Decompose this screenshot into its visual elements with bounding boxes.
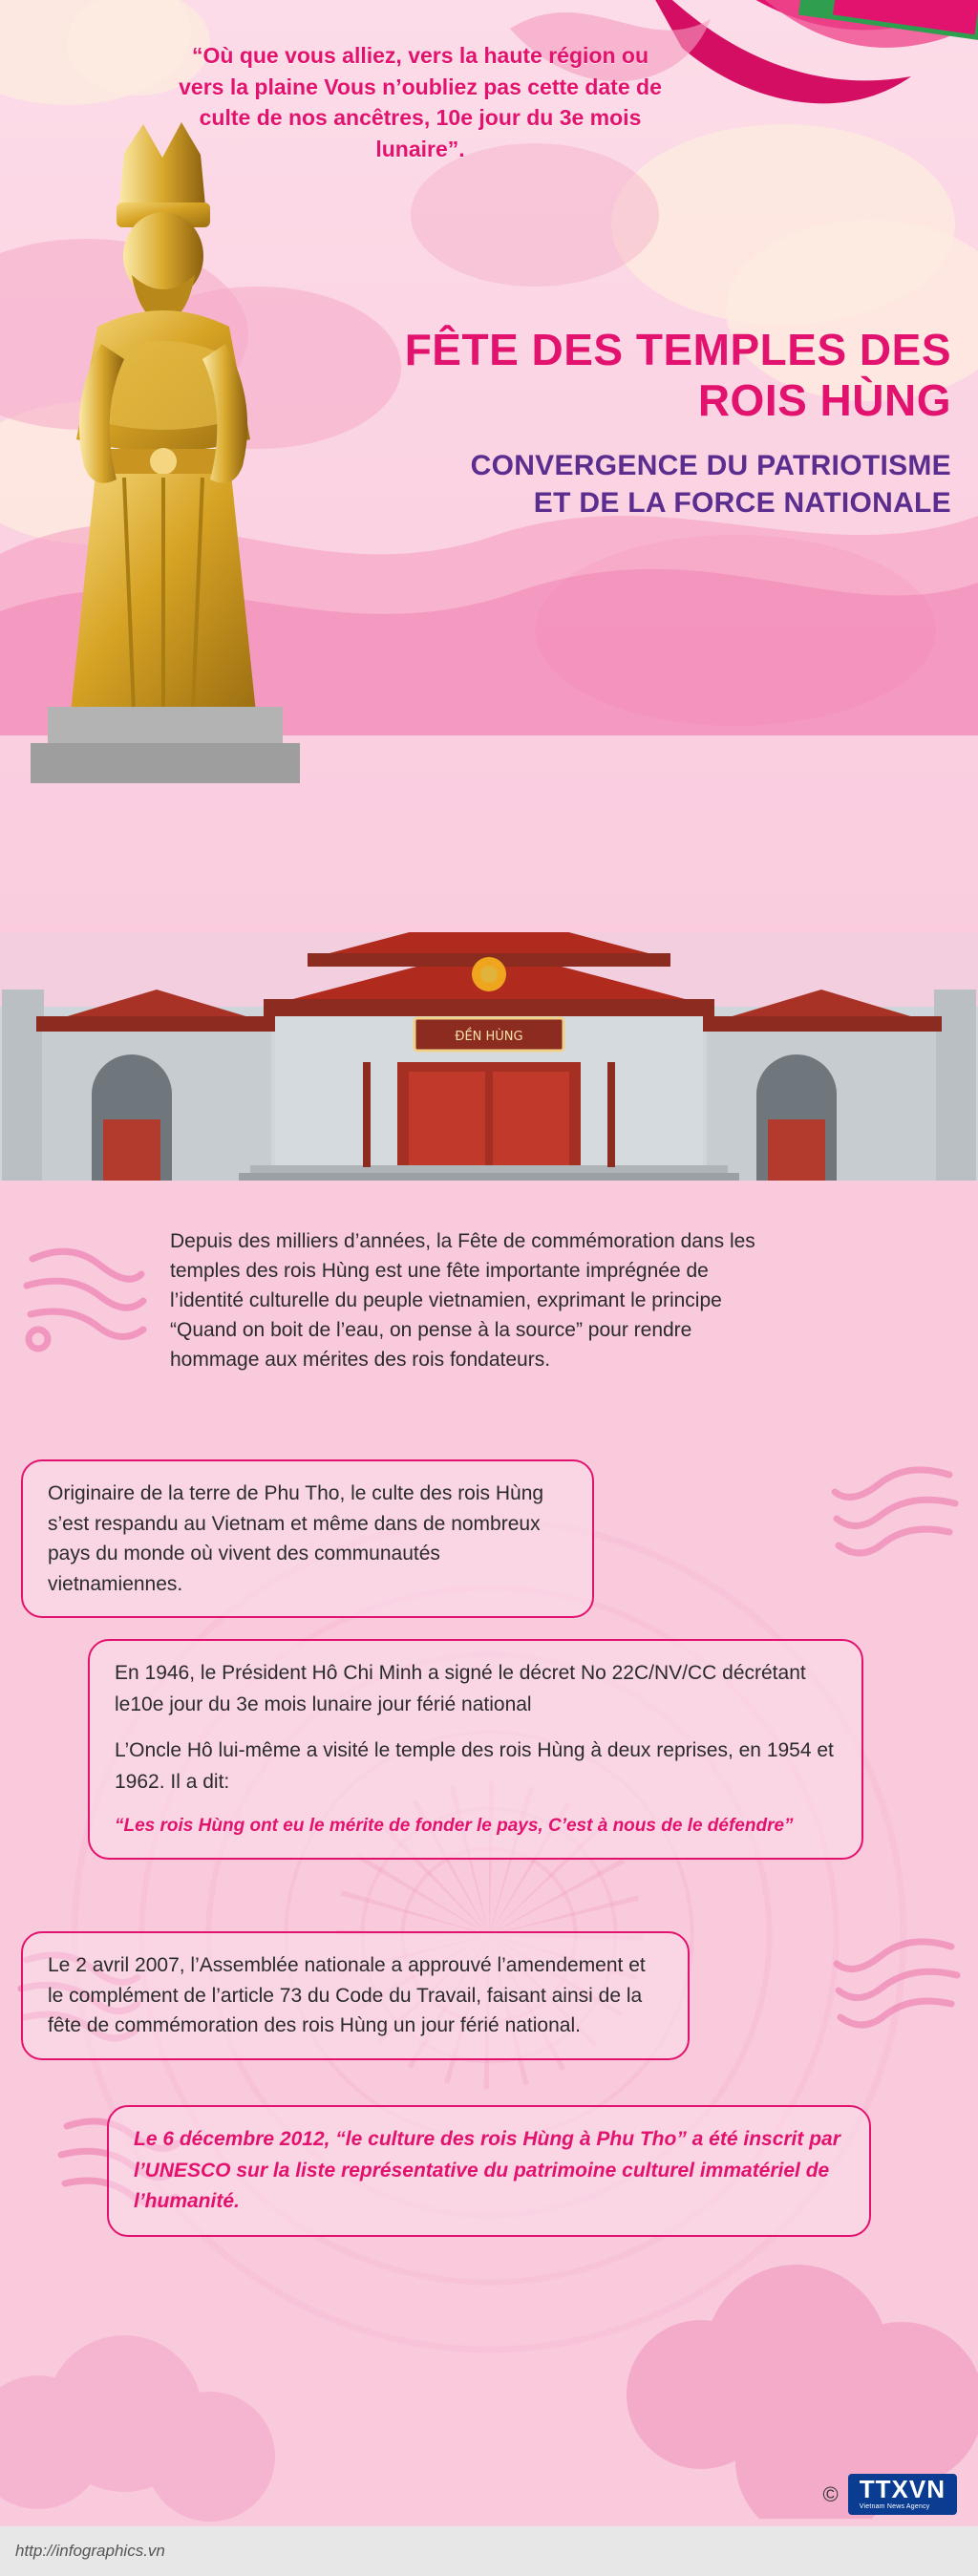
box2-paragraph-1: En 1946, le Président Hô Chi Minh a signé le décret No 22C/NV/CC décrétant le10e jour du 3e mois lunaire jour férié national [115,1662,806,1715]
body-section [0,1181,978,2576]
scroll-ornament-icon [825,1459,959,1565]
agency-subtitle: Vietnam News Agency [859,2503,930,2510]
text-box-2007-law: Le 2 avril 2007, l’Assemblée nationale a approuvé l’amendement et le complément de l’article 73 du Code du Travail, faisant ainsi de la fête de commémoration des rois Hùng un jour férié national. [21,1931,690,2060]
footer-bar [0,2526,978,2576]
hero-section [0,0,978,1181]
hero-quote: “Où que vous alliez, vers la haute région ou vers la plaine Vous n’oubliez pas cette date de culte de nos ancêtres, 10e jour du 3e mois lunaire”. [179,43,662,161]
credit-block [823,2474,957,2515]
hero-titles [302,325,951,522]
scroll-ornament-icon [827,1931,961,2036]
page-title: FÊTE DES TEMPLES DES ROIS HÙNG [404,325,951,425]
intro-paragraph: Depuis des milliers d’années, la Fête de commémoration dans les temples des rois Hùng est une fête importante imprégnée de l’identité culturelle du peuple vietnamien, exprimant le principe “Quand on boit de l’eau, on pense à la source” pour rendre hommage aux mérites des rois fondateurs. [170,1230,755,1372]
pink-cloud-decoration [0,2299,277,2538]
footer-url[interactable]: http://infographics.vn [15,2542,165,2560]
agency-logo [848,2474,957,2515]
temple-photo [0,932,978,1181]
scroll-ornament-icon [23,1240,147,1354]
agency-name: TTXVN [859,2475,946,2503]
svg-text:ĐỀN HÙNG: ĐỀN HÙNG [455,1030,523,1044]
text-box-2012-unesco: Le 6 décembre 2012, “le culture des rois Hùng à Phu Tho” a été inscrit par l’UNESCO sur la liste représentative du patrimoine culturel immatériel de l’humanité. [107,2105,871,2237]
page-subtitle [302,447,951,522]
box2-paragraph-2: L’Oncle Hô lui-même a visité le temple des rois Hùng à deux reprises, en 1954 et 1962. Il a dit: [115,1739,834,1793]
page-subtitle-line2: ET DE LA FORCE NATIONALE [533,486,951,519]
text-box-1946-decree [88,1639,863,1860]
page-subtitle-line1: CONVERGENCE DU PATRIOTISME [470,449,951,481]
text-box-origin: Originaire de la terre de Phu Tho, le culte des rois Hùng s’est respandu au Vietnam et même dans de nombreux pays du monde où vivent des communautés vietnamiennes. [21,1459,594,1618]
copyright-symbol: © [822,2481,839,2506]
hung-king-statue [10,115,315,783]
box2-quote: “Les rois Hùng ont eu le mérite de fonder le pays, C’est à nous de le défendre” [115,1816,794,1837]
